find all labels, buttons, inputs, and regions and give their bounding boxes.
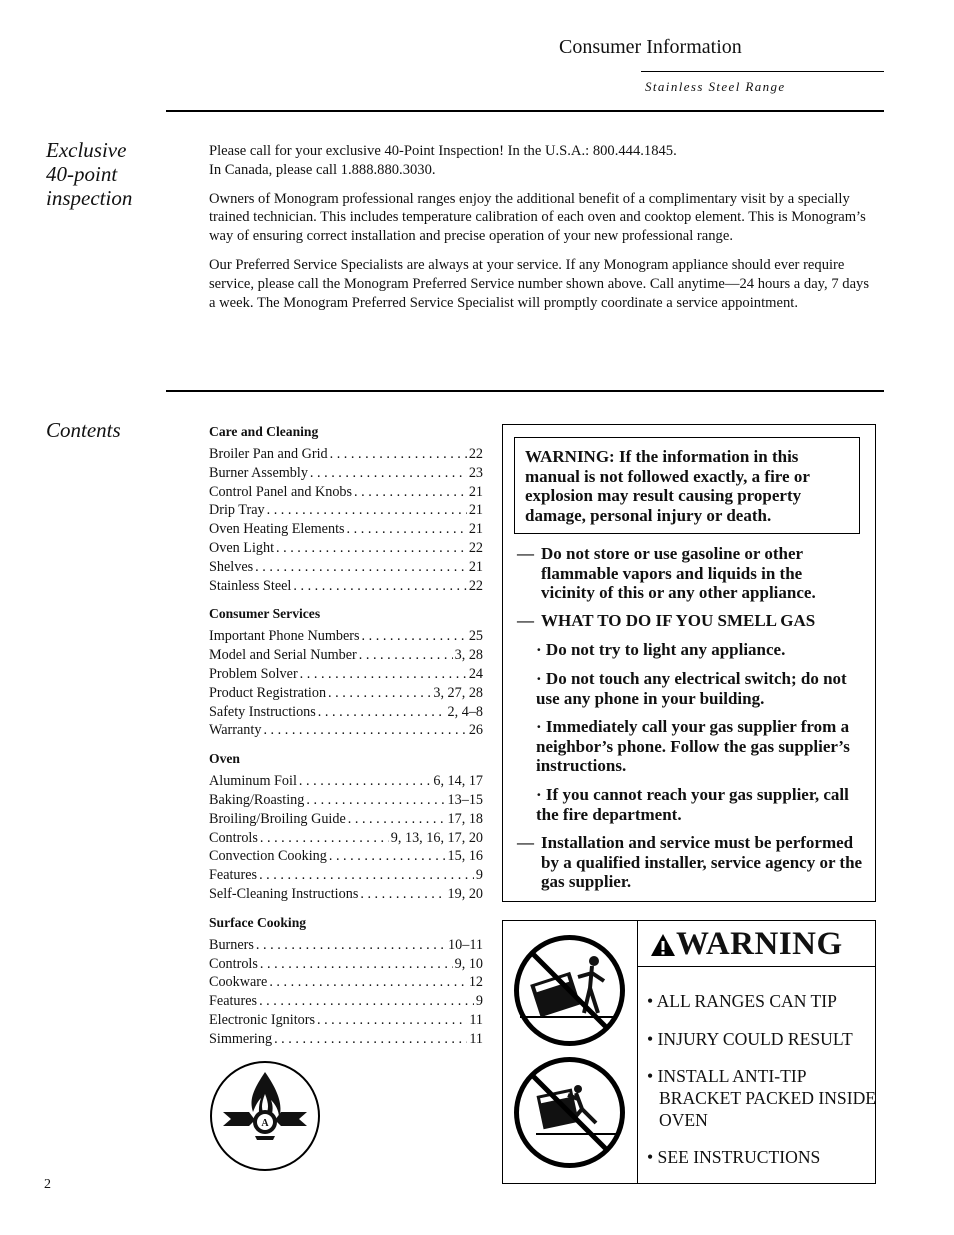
warning-subitem: [536, 717, 866, 776]
toc-leader-dots: [360, 885, 445, 904]
toc-entry: [209, 810, 483, 829]
divider-middle: [166, 390, 884, 392]
toc-entry-page: 22: [468, 539, 483, 556]
toc-entry-page: 11: [469, 1011, 483, 1028]
toc-entry: [209, 665, 483, 684]
phone-canada: In Canada, please call 1.888.880.3030.: [209, 161, 436, 178]
toc-entry-page: 21: [468, 483, 483, 500]
toc-entry-page: 23: [468, 464, 483, 481]
product-subtitle: Stainless Steel Range: [645, 79, 786, 94]
toc-entry-label: Model and Serial Number: [209, 647, 357, 664]
toc-entry: [209, 885, 483, 904]
toc-leader-dots: [256, 936, 446, 955]
range-tipping-no-symbol: [512, 933, 627, 1048]
toc-entry-page: 19, 20: [447, 885, 483, 902]
warning-subitem: [536, 669, 854, 708]
toc-entry-page: 9, 10: [454, 955, 483, 972]
toc-leader-dots: [310, 464, 467, 483]
tip-warning-item: • SEE INSTRUCTIONS: [647, 1147, 821, 1167]
toc-entry-page: 22: [468, 446, 483, 462]
toc-entry-label: Aluminum Foil: [209, 773, 297, 790]
tip-warning-item: • INJURY COULD RESULT: [647, 1029, 853, 1049]
table-of-contents: [209, 423, 483, 1059]
tip-warning-title: [650, 926, 843, 963]
inspection-heading: [46, 138, 132, 210]
toc-entry-label: Cookware: [209, 974, 268, 991]
toc-section: [209, 914, 483, 1049]
toc-entry: [209, 1030, 483, 1049]
tip-warning-item: • INSTALL ANTI-TIP BRACKET PACKED INSIDE OVEN: [647, 1066, 877, 1130]
toc-entry: [209, 866, 483, 885]
toc-entry-label: Burner Assembly: [209, 464, 308, 481]
toc-section-title: Oven: [209, 751, 240, 767]
toc-section: [209, 605, 483, 740]
inspection-heading-line: 40-point: [46, 162, 118, 186]
tip-warning-title-text: WARNING: [676, 926, 843, 962]
toc-entry-label: Controls: [209, 955, 258, 972]
contents-heading: Contents: [46, 418, 121, 442]
toc-entry-label: Product Registration: [209, 684, 327, 701]
warning-subitem-text: Immediately call your gas supplier from a neighbor’s phone. Follow the gas supplier’s instructions.: [536, 717, 850, 775]
toc-leader-dots: [274, 1030, 467, 1049]
dash-marker: —: [517, 611, 534, 630]
toc-entry: [209, 520, 483, 539]
toc-entry-label: Shelves: [209, 558, 254, 575]
toc-entry-label: Features: [209, 993, 258, 1010]
toc-entry: [209, 847, 483, 866]
toc-section: [209, 423, 483, 595]
toc-entry-page: 12: [468, 974, 483, 991]
warning-subitem-text: If you cannot reach your gas supplier, call the fire department.: [536, 785, 849, 824]
toc-entry-label: Warranty: [209, 722, 262, 739]
page-number: 2: [44, 1177, 51, 1192]
toc-entry-page: 24: [468, 665, 483, 682]
header-rule: [641, 71, 884, 72]
toc-entry-page: 9: [475, 993, 483, 1010]
toc-leader-dots: [362, 627, 467, 646]
toc-leader-dots: [328, 684, 431, 703]
toc-entry-label: Self-Cleaning Instructions: [209, 885, 359, 902]
toc-entry-page: 6, 14, 17: [433, 773, 483, 790]
bullet-marker: ·: [536, 785, 542, 804]
toc-entry: [209, 627, 483, 646]
toc-entry: [209, 829, 483, 848]
toc-section: [209, 750, 483, 904]
toc-entry-page: 21: [468, 502, 483, 519]
toc-entry: [209, 445, 483, 464]
toc-entry-label: Control Panel and Knobs: [209, 483, 353, 500]
toc-entry-page: 25: [468, 628, 483, 645]
toc-section-title: Consumer Services: [209, 606, 321, 622]
toc-entry: [209, 1011, 483, 1030]
toc-entry-page: 21: [468, 521, 483, 538]
toc-entry-label: Drip Tray: [209, 502, 265, 519]
toc-entry-label: Problem Solver: [209, 665, 298, 682]
toc-leader-dots: [293, 577, 466, 596]
inspection-body: [209, 142, 879, 322]
toc-leader-dots: [260, 955, 453, 974]
dash-marker: —: [517, 544, 534, 563]
bullet-marker: ·: [536, 717, 542, 736]
toc-entry: [209, 992, 483, 1011]
gas-warning-statement: WARNING: If the information in this manual is not followed exactly, a fire or explosion may result causing property damage, personal injury or death.: [514, 437, 860, 534]
toc-entry-label: Features: [209, 867, 258, 884]
toc-entry: [209, 955, 483, 974]
warning-triangle-icon: [650, 933, 676, 957]
toc-entry-page: 17, 18: [447, 810, 483, 827]
toc-entry: [209, 577, 483, 596]
inspection-paragraph: Owners of Monogram professional ranges enjoy the additional benefit of a complimentary visit by a specially trained technician. This includes temperature calibration of each oven and cooktop element. This is Monogram’s way of ensuring correct installation and precise operation of your new professional range.: [209, 190, 866, 245]
toc-leader-dots: [255, 558, 467, 577]
section-title: Consumer Information: [559, 36, 742, 58]
inspection-heading-line: inspection: [46, 186, 133, 210]
certification-logo: [209, 1060, 322, 1172]
toc-entry-label: Oven Light: [209, 539, 275, 556]
toc-entry-label: Broiling/Broiling Guide: [209, 810, 346, 827]
tip-warning-rule: [638, 966, 875, 967]
toc-entry: [209, 558, 483, 577]
toc-entry-page: 9: [475, 867, 483, 884]
toc-entry: [209, 464, 483, 483]
toc-entry: [209, 646, 483, 665]
warning-item-text: Installation and service must be performed by a qualified installer, service agency or the gas supplier.: [541, 833, 863, 891]
toc-leader-dots: [329, 847, 446, 866]
toc-entry-label: Safety Instructions: [209, 703, 316, 720]
toc-entry-page: 10–11: [448, 936, 483, 953]
toc-entry: [209, 721, 483, 740]
toc-leader-dots: [269, 973, 467, 992]
toc-entry-page: 22: [468, 577, 483, 594]
toc-leader-dots: [263, 721, 466, 740]
toc-entry-label: Baking/Roasting: [209, 791, 305, 808]
bullet-marker: ·: [536, 640, 542, 659]
toc-entry: [209, 539, 483, 558]
toc-entry: [209, 684, 483, 703]
child-climbing-no-symbol: [512, 1055, 627, 1170]
toc-entry-page: 3, 27, 28: [433, 684, 483, 701]
toc-entry: [209, 791, 483, 810]
toc-entry-page: 9, 13, 16, 17, 20: [390, 829, 483, 846]
toc-entry-label: Simmering: [209, 1030, 273, 1047]
toc-leader-dots: [348, 810, 446, 829]
toc-leader-dots: [276, 539, 467, 558]
toc-entry-page: 21: [468, 558, 483, 575]
inspection-heading-line: Exclusive: [46, 138, 127, 162]
divider-top: [166, 110, 884, 112]
toc-entry-label: Controls: [209, 829, 258, 846]
toc-entry-page: 11: [469, 1030, 483, 1047]
toc-entry-page: 26: [468, 722, 483, 739]
svg-text:A: A: [261, 1118, 269, 1129]
warning-subitem: [536, 785, 854, 824]
toc-entry-page: 3, 28: [454, 647, 483, 664]
service-paragraph: Our Preferred Service Specialists are always at your service. If any Monogram appliance should ever require service, please call the Monogram Preferred Service number shown above. Call anytime—24 hours a day, 7 days a week. The Monogram Preferred Service Specialist will promptly coordinate a service appointment.: [209, 256, 870, 311]
toc-entry: [209, 772, 483, 791]
toc-entry-label: Important Phone Numbers: [209, 628, 360, 645]
toc-entry: [209, 483, 483, 502]
warning-subitem: [536, 640, 866, 660]
toc-leader-dots: [359, 646, 453, 665]
toc-entry-label: Convection Cooking: [209, 848, 327, 865]
toc-entry: [209, 973, 483, 992]
bullet-marker: ·: [536, 669, 542, 688]
toc-leader-dots: [259, 992, 474, 1011]
toc-leader-dots: [267, 501, 467, 520]
toc-leader-dots: [330, 445, 467, 464]
toc-leader-dots: [300, 665, 467, 684]
toc-entry: [209, 703, 483, 722]
toc-leader-dots: [317, 1011, 467, 1030]
toc-entry-label: Burners: [209, 936, 254, 953]
phone-usa: Please call for your exclusive 40-Point Inspection! In the U.S.A.: 800.444.1845.: [209, 143, 677, 159]
toc-leader-dots: [259, 866, 474, 885]
toc-entry-page: 15, 16: [447, 848, 483, 865]
toc-section-title: Surface Cooking: [209, 914, 307, 930]
toc-entry: [209, 936, 483, 955]
toc-leader-dots: [299, 772, 431, 791]
toc-entry-page: 2, 4–8: [447, 703, 483, 720]
warning-subitem-text: Do not try to light any appliance.: [545, 640, 786, 659]
toc-leader-dots: [347, 520, 467, 539]
toc-entry-label: Broiler Pan and Grid: [209, 446, 328, 462]
toc-entry-page: 13–15: [447, 791, 483, 808]
toc-leader-dots: [354, 483, 467, 502]
toc-leader-dots: [260, 829, 389, 848]
toc-entry-label: Stainless Steel: [209, 577, 292, 594]
toc-entry-label: Electronic Ignitors: [209, 1011, 315, 1028]
toc-entry-label: Oven Heating Elements: [209, 521, 345, 538]
toc-entry: [209, 501, 483, 520]
toc-section-title: Care and Cleaning: [209, 424, 319, 439]
toc-leader-dots: [318, 703, 446, 722]
warning-item-text: WHAT TO DO IF YOU SMELL GAS: [541, 611, 816, 630]
tip-warning-item: • ALL RANGES CAN TIP: [647, 991, 837, 1011]
dash-marker: —: [517, 833, 534, 852]
warning-subitem-text: Do not touch any electrical switch; do not use any phone in your building.: [536, 669, 847, 708]
tip-warning-divider: [637, 921, 638, 1183]
warning-item-text: Do not store or use gasoline or other flammable vapors and liquids in the vicinity of this or any other appliance.: [541, 544, 816, 602]
toc-leader-dots: [306, 791, 445, 810]
